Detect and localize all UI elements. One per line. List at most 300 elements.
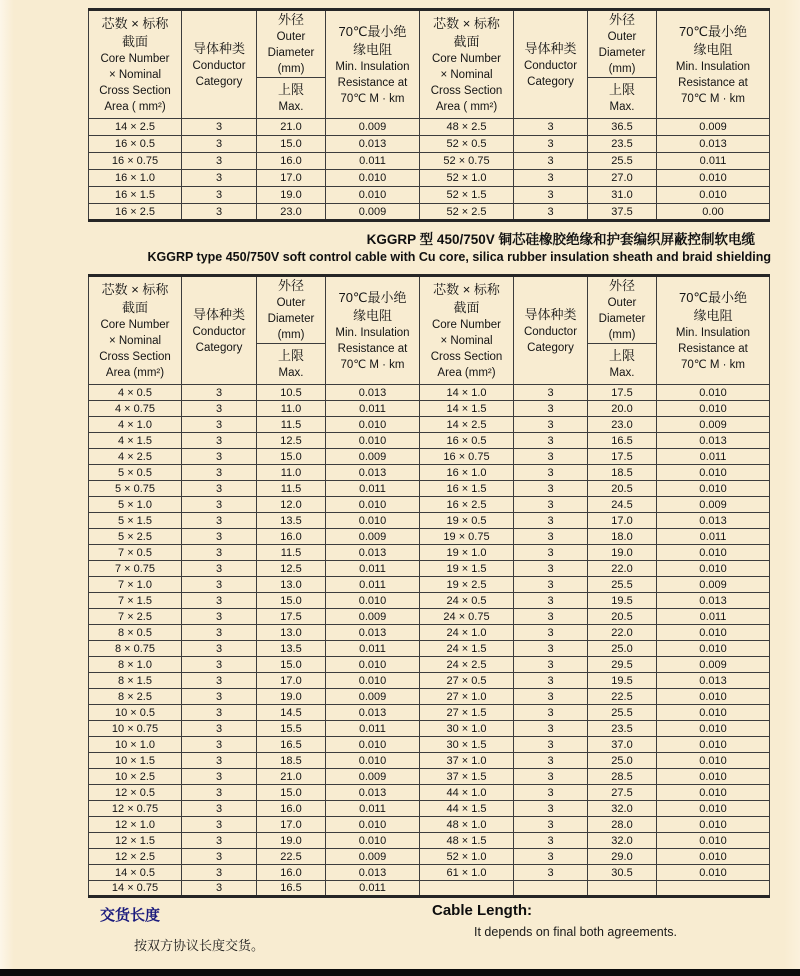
- table-cell: 0.013: [326, 545, 420, 561]
- table-row: [89, 657, 770, 673]
- table-cell: 11.0: [257, 465, 326, 481]
- header-line: Max.: [609, 101, 635, 113]
- table-cell: 16.5: [257, 881, 326, 897]
- header-line: (mm): [608, 329, 636, 341]
- header-line: 外径: [608, 278, 635, 293]
- table-cell: 24 × 0.5: [420, 593, 514, 609]
- header-line: Conductor: [192, 325, 246, 338]
- header-line: × Nominal: [440, 334, 493, 347]
- table-cell: 14.5: [257, 705, 326, 721]
- table-cell: 16 × 0.5: [89, 136, 182, 153]
- table-row: [89, 481, 770, 497]
- table-row: [89, 433, 770, 449]
- page-bottom-bar: [0, 969, 800, 976]
- table-cell: 0.009: [326, 609, 420, 625]
- table-row: [89, 865, 770, 881]
- table-cell: 32.0: [588, 801, 657, 817]
- table-cell: 12 × 1.5: [89, 833, 182, 849]
- header-cell-core: [420, 276, 514, 385]
- table-cell: 3: [182, 577, 257, 593]
- header-line: 70℃最小绝: [678, 23, 748, 39]
- table-cell: 27 × 1.0: [420, 689, 514, 705]
- header-line: Diameter: [598, 47, 646, 59]
- table-cell: 44 × 1.5: [420, 801, 514, 817]
- table-cell: 14 × 2.5: [420, 417, 514, 433]
- table-cell: 3: [514, 833, 588, 849]
- header-line: Core Number: [100, 318, 170, 331]
- table-cell: 24.5: [588, 497, 657, 513]
- header-line: Min. Insulation: [675, 60, 751, 73]
- table-row: [89, 577, 770, 593]
- table-cell: 3: [182, 769, 257, 785]
- header-line: 外径: [277, 278, 304, 293]
- table-cell: 3: [514, 153, 588, 170]
- table-cell: 52 × 0.5: [420, 136, 514, 153]
- table-row: [89, 705, 770, 721]
- table-header-row: [89, 10, 770, 119]
- table-cell: 0.011: [657, 609, 770, 625]
- table-cell: 0.011: [326, 561, 420, 577]
- table-cell: 3: [514, 204, 588, 221]
- table-cell: 13.5: [257, 641, 326, 657]
- table-cell: 18.5: [257, 753, 326, 769]
- table-cell: 18.0: [588, 529, 657, 545]
- table-cell: 21.0: [257, 769, 326, 785]
- table-cell: 52 × 1.0: [420, 170, 514, 187]
- table-cell: 3: [514, 577, 588, 593]
- delivery-length-note-cn: 按双方协议长度交货。: [134, 938, 265, 953]
- table-cell: 3: [182, 513, 257, 529]
- header-line: 导体种类: [524, 40, 577, 56]
- table-cell: 12 × 0.5: [89, 785, 182, 801]
- table-cell: 23.0: [588, 417, 657, 433]
- table-cell: 3: [182, 849, 257, 865]
- table-cell: 0.009: [326, 449, 420, 465]
- table-cell: 0.009: [326, 689, 420, 705]
- table-cell: 0.013: [657, 136, 770, 153]
- table-cell: 0.013: [657, 673, 770, 689]
- table-cell: 0.010: [657, 833, 770, 849]
- header-line: Area (mm²): [437, 366, 496, 379]
- table-cell: 3: [514, 119, 588, 136]
- table-cell: [420, 881, 514, 897]
- table-cell: 0.011: [657, 529, 770, 545]
- table-cell: 12 × 0.75: [89, 801, 182, 817]
- table-cell: 4 × 2.5: [89, 449, 182, 465]
- table-row: [89, 801, 770, 817]
- table-cell: 3: [514, 849, 588, 865]
- table-cell: 0.010: [657, 769, 770, 785]
- table-cell: 28.0: [588, 817, 657, 833]
- table-row: [89, 529, 770, 545]
- header-line: 70℃最小绝: [678, 289, 748, 305]
- table-cell: 0.010: [657, 801, 770, 817]
- header-line: Outer: [276, 31, 306, 43]
- table-cell: 24 × 0.75: [420, 609, 514, 625]
- table-cell: 3: [182, 119, 257, 136]
- table-cell: 12 × 1.0: [89, 817, 182, 833]
- table-row: [89, 641, 770, 657]
- header-cell-min-insulation-resistance: [326, 10, 420, 119]
- header-line: 70℃ M · km: [340, 358, 405, 371]
- header-line: Area ( mm²): [104, 100, 166, 113]
- table-cell: 17.0: [257, 817, 326, 833]
- table-cell: 3: [182, 657, 257, 673]
- table-cell: 13.0: [257, 625, 326, 641]
- table-cell: 0.010: [657, 737, 770, 753]
- table-cell: 11.0: [257, 401, 326, 417]
- table-row: [89, 119, 770, 136]
- catalog-page: [0, 8, 800, 976]
- header-line: (mm): [277, 63, 305, 75]
- header-cell-outer-diameter: [257, 276, 326, 385]
- table-cell: 0.011: [326, 721, 420, 737]
- table-cell: 3: [182, 785, 257, 801]
- table-cell: 3: [514, 817, 588, 833]
- header-line: Cross Section: [430, 84, 503, 97]
- header-line: Area (mm²): [105, 366, 165, 379]
- header-line: Diameter: [267, 47, 315, 59]
- table-cell: 5 × 0.75: [89, 481, 182, 497]
- header-line: 70℃ M · km: [680, 92, 746, 105]
- table-cell: 48 × 1.0: [420, 817, 514, 833]
- header-cell-core: [420, 10, 514, 119]
- table-row: [89, 625, 770, 641]
- header-line: Diameter: [267, 313, 315, 325]
- table-cell: 23.0: [257, 204, 326, 221]
- table-cell: 4 × 0.5: [89, 385, 182, 401]
- header-line: 截面: [121, 299, 148, 315]
- header-cell-conductor-category: [182, 276, 257, 385]
- table-row: [89, 170, 770, 187]
- header-line: Min. Insulation: [335, 60, 410, 73]
- table-cell: [657, 881, 770, 897]
- table-row: [89, 545, 770, 561]
- table-row: [89, 449, 770, 465]
- table-cell: 44 × 1.0: [420, 785, 514, 801]
- table-cell: 0.010: [326, 593, 420, 609]
- table-cell: 3: [514, 513, 588, 529]
- table-cell: 15.5: [257, 721, 326, 737]
- table-cell: 0.013: [326, 385, 420, 401]
- table-cell: 12.0: [257, 497, 326, 513]
- table-row: [89, 401, 770, 417]
- table-cell: 3: [182, 497, 257, 513]
- table-cell: 16.5: [257, 737, 326, 753]
- table-cell: 0.010: [657, 849, 770, 865]
- table-cell: 3: [182, 865, 257, 881]
- table-row: [89, 785, 770, 801]
- table-cell: 37.0: [588, 737, 657, 753]
- table-cell: 3: [182, 721, 257, 737]
- table-cell: 12.5: [257, 561, 326, 577]
- table-cell: 14 × 1.0: [420, 385, 514, 401]
- table-cell: 3: [514, 609, 588, 625]
- table-cell: 15.0: [257, 593, 326, 609]
- table-row: [89, 497, 770, 513]
- table-cell: 22.5: [588, 689, 657, 705]
- table-cell: 0.010: [657, 817, 770, 833]
- table-cell: 3: [514, 801, 588, 817]
- table-cell: 0.010: [326, 737, 420, 753]
- table-row: [89, 689, 770, 705]
- header-line: Diameter: [598, 313, 646, 325]
- table-cell: 3: [514, 721, 588, 737]
- table-cell: 7 × 1.0: [89, 577, 182, 593]
- table-cell: 3: [182, 153, 257, 170]
- table-cell: 0.011: [326, 577, 420, 593]
- table-cell: 17.0: [257, 673, 326, 689]
- table-cell: 19.0: [588, 545, 657, 561]
- table-cell: 4 × 0.75: [89, 401, 182, 417]
- table-cell: 0.010: [657, 785, 770, 801]
- table-cell: 3: [514, 545, 588, 561]
- table-cell: 0.009: [326, 204, 420, 221]
- table-cell: 0.010: [657, 465, 770, 481]
- table-cell: 3: [514, 561, 588, 577]
- header-line: Resistance at: [337, 342, 408, 355]
- table-cell: 52 × 2.5: [420, 204, 514, 221]
- table-row: [89, 513, 770, 529]
- header-line: Resistance at: [678, 76, 748, 89]
- table-cell: 24 × 2.5: [420, 657, 514, 673]
- table-cell: 10.5: [257, 385, 326, 401]
- table-cell: 16 × 2.5: [89, 204, 182, 221]
- table-cell: 3: [182, 753, 257, 769]
- cable-length-note-en: It depends on final both agreements.: [474, 925, 677, 939]
- table-cell: [514, 881, 588, 897]
- header-line: Core Number: [100, 52, 170, 65]
- table-cell: 20.0: [588, 401, 657, 417]
- table-cell: 0.013: [326, 705, 420, 721]
- table-cell: 37.5: [588, 204, 657, 221]
- header-cell-core: [89, 10, 182, 119]
- table-cell: 5 × 1.5: [89, 513, 182, 529]
- table-row: [89, 187, 770, 204]
- table-cell: 30.5: [588, 865, 657, 881]
- header-line: × Nominal: [108, 68, 162, 81]
- table-cell: 16 × 2.5: [420, 497, 514, 513]
- table-cell: 3: [514, 625, 588, 641]
- table-cell: 16 × 1.0: [420, 465, 514, 481]
- header-line: 芯数 × 标称: [101, 281, 169, 297]
- table-cell: 4 × 1.5: [89, 433, 182, 449]
- header-line: 缘电阻: [352, 307, 392, 323]
- header-line: Max.: [278, 101, 304, 113]
- table-cell: 0.010: [657, 641, 770, 657]
- table-cell: 15.0: [257, 785, 326, 801]
- table-cell: 22.0: [588, 561, 657, 577]
- table-cell: 3: [182, 881, 257, 897]
- table-cell: 3: [182, 417, 257, 433]
- table-cell: 8 × 2.5: [89, 689, 182, 705]
- table-cell: 3: [514, 417, 588, 433]
- table-cell: 0.010: [326, 673, 420, 689]
- header-cell-outer-diameter: [588, 10, 657, 119]
- table-cell: 10 × 0.5: [89, 705, 182, 721]
- header-line: Conductor: [523, 325, 578, 338]
- header-cell-core: [89, 276, 182, 385]
- table-row: [89, 465, 770, 481]
- header-cell-conductor-category: [514, 276, 588, 385]
- table-cell: 0.010: [657, 721, 770, 737]
- table-cell: 12.5: [257, 433, 326, 449]
- table-cell: 36.5: [588, 119, 657, 136]
- table-row: [89, 153, 770, 170]
- table-cell: 20.5: [588, 481, 657, 497]
- table-cell: 48 × 2.5: [420, 119, 514, 136]
- table-cell: 16.0: [257, 529, 326, 545]
- table-cell: 3: [182, 593, 257, 609]
- table-cell: 0.009: [657, 497, 770, 513]
- table-cell: 0.013: [657, 513, 770, 529]
- table-cell: 0.013: [326, 785, 420, 801]
- table-cell: 14 × 1.5: [420, 401, 514, 417]
- table-cell: 3: [182, 833, 257, 849]
- header-line: Outer: [607, 31, 637, 43]
- header-line: 缘电阻: [693, 41, 733, 57]
- table-cell: 0.009: [326, 529, 420, 545]
- table-cell: 16 × 1.0: [89, 170, 182, 187]
- table-cell: 14 × 2.5: [89, 119, 182, 136]
- table-cell: 19.5: [588, 673, 657, 689]
- header-cell-outer-diameter: [588, 276, 657, 385]
- table-cell: 3: [182, 204, 257, 221]
- table-cell: 13.0: [257, 577, 326, 593]
- header-line: Area ( mm²): [435, 100, 498, 113]
- header-line: 截面: [121, 33, 148, 49]
- section-title-block: [88, 231, 771, 267]
- table-cell: 0.010: [657, 705, 770, 721]
- table-cell: 3: [182, 545, 257, 561]
- header-line: × Nominal: [440, 68, 493, 81]
- table-cell: 11.5: [257, 417, 326, 433]
- table-cell: 3: [182, 449, 257, 465]
- table-cell: 19.5: [588, 593, 657, 609]
- table-cell: 0.010: [326, 833, 420, 849]
- header-line: Min. Insulation: [675, 326, 751, 339]
- table-cell: 0.013: [657, 593, 770, 609]
- table-cell: 3: [182, 529, 257, 545]
- table-row: [89, 609, 770, 625]
- table-cell: 27 × 0.5: [420, 673, 514, 689]
- table-cell: 3: [182, 801, 257, 817]
- table-row: [89, 417, 770, 433]
- table-cell: 0.010: [657, 753, 770, 769]
- table-cell: 5 × 2.5: [89, 529, 182, 545]
- header-line: 上限: [277, 348, 304, 363]
- header-line: 导体种类: [192, 40, 245, 56]
- table-cell: 10 × 1.0: [89, 737, 182, 753]
- header-cell-min-insulation-resistance: [657, 10, 770, 119]
- table-cell: 3: [182, 673, 257, 689]
- header-line: 70℃最小绝: [338, 289, 407, 305]
- header-line: 70℃最小绝: [338, 23, 407, 39]
- table-cell: 22.0: [588, 625, 657, 641]
- table-cell: 16 × 0.5: [420, 433, 514, 449]
- header-line: Conductor: [192, 59, 246, 72]
- table-row: [89, 753, 770, 769]
- table-cell: 3: [182, 641, 257, 657]
- table-cell: 0.010: [326, 417, 420, 433]
- table-cell: 3: [182, 465, 257, 481]
- header-line: 外径: [608, 12, 635, 27]
- table-cell: 3: [514, 136, 588, 153]
- header-line: Category: [195, 75, 243, 88]
- table-cell: 5 × 0.5: [89, 465, 182, 481]
- table-cell: 0.010: [326, 433, 420, 449]
- table-cell: 0.009: [657, 417, 770, 433]
- table-cell: 13.5: [257, 513, 326, 529]
- table-cell: 25.5: [588, 153, 657, 170]
- table-cell: 16.5: [588, 433, 657, 449]
- table-cell: 3: [514, 449, 588, 465]
- table-row: [89, 385, 770, 401]
- table-cell: 3: [514, 657, 588, 673]
- page-footer: [0, 898, 800, 953]
- table-cell: 0.010: [657, 561, 770, 577]
- header-line: Core Number: [431, 318, 502, 331]
- table-cell: 3: [182, 737, 257, 753]
- header-line: 截面: [453, 299, 480, 315]
- table-row: [89, 769, 770, 785]
- table-cell: 0.013: [326, 465, 420, 481]
- header-line: Resistance at: [678, 342, 748, 355]
- table-cell: 0.00: [657, 204, 770, 221]
- table-cell: 11.5: [257, 481, 326, 497]
- table-cell: 0.010: [326, 170, 420, 187]
- table-cell: 3: [514, 705, 588, 721]
- table-cell: 27 × 1.5: [420, 705, 514, 721]
- table-row: [89, 673, 770, 689]
- table-cell: 14 × 0.5: [89, 865, 182, 881]
- table-cell: 0.010: [657, 385, 770, 401]
- table-cell: 3: [514, 641, 588, 657]
- table-cell: 15.0: [257, 657, 326, 673]
- table-cell: 3: [182, 433, 257, 449]
- table-cell: 0.010: [326, 497, 420, 513]
- table-cell: 16.0: [257, 801, 326, 817]
- table-cell: 3: [514, 673, 588, 689]
- table-cell: 27.0: [588, 170, 657, 187]
- spec-table-kggrp: [88, 274, 770, 898]
- header-cell-min-insulation-resistance: [326, 276, 420, 385]
- header-line: Conductor: [523, 59, 578, 72]
- table-cell: 48 × 1.5: [420, 833, 514, 849]
- table-cell: [588, 881, 657, 897]
- header-cell-conductor-category: [514, 10, 588, 119]
- table-cell: 0.009: [657, 657, 770, 673]
- table-cell: 52 × 1.0: [420, 849, 514, 865]
- table-cell: 5 × 1.0: [89, 497, 182, 513]
- table-cell: 0.013: [326, 136, 420, 153]
- table-cell: 16.0: [257, 865, 326, 881]
- table-cell: 16 × 1.5: [420, 481, 514, 497]
- header-line: 导体种类: [192, 306, 245, 322]
- table-cell: 3: [182, 625, 257, 641]
- table-cell: 16.0: [257, 153, 326, 170]
- table-cell: 31.0: [588, 187, 657, 204]
- table-cell: 25.5: [588, 705, 657, 721]
- table-cell: 0.010: [657, 625, 770, 641]
- table-cell: 3: [514, 769, 588, 785]
- table-cell: 0.010: [657, 865, 770, 881]
- table-cell: 3: [514, 481, 588, 497]
- table-cell: 0.010: [657, 689, 770, 705]
- table-row: [89, 561, 770, 577]
- table-cell: 16 × 1.5: [89, 187, 182, 204]
- table-cell: 7 × 1.5: [89, 593, 182, 609]
